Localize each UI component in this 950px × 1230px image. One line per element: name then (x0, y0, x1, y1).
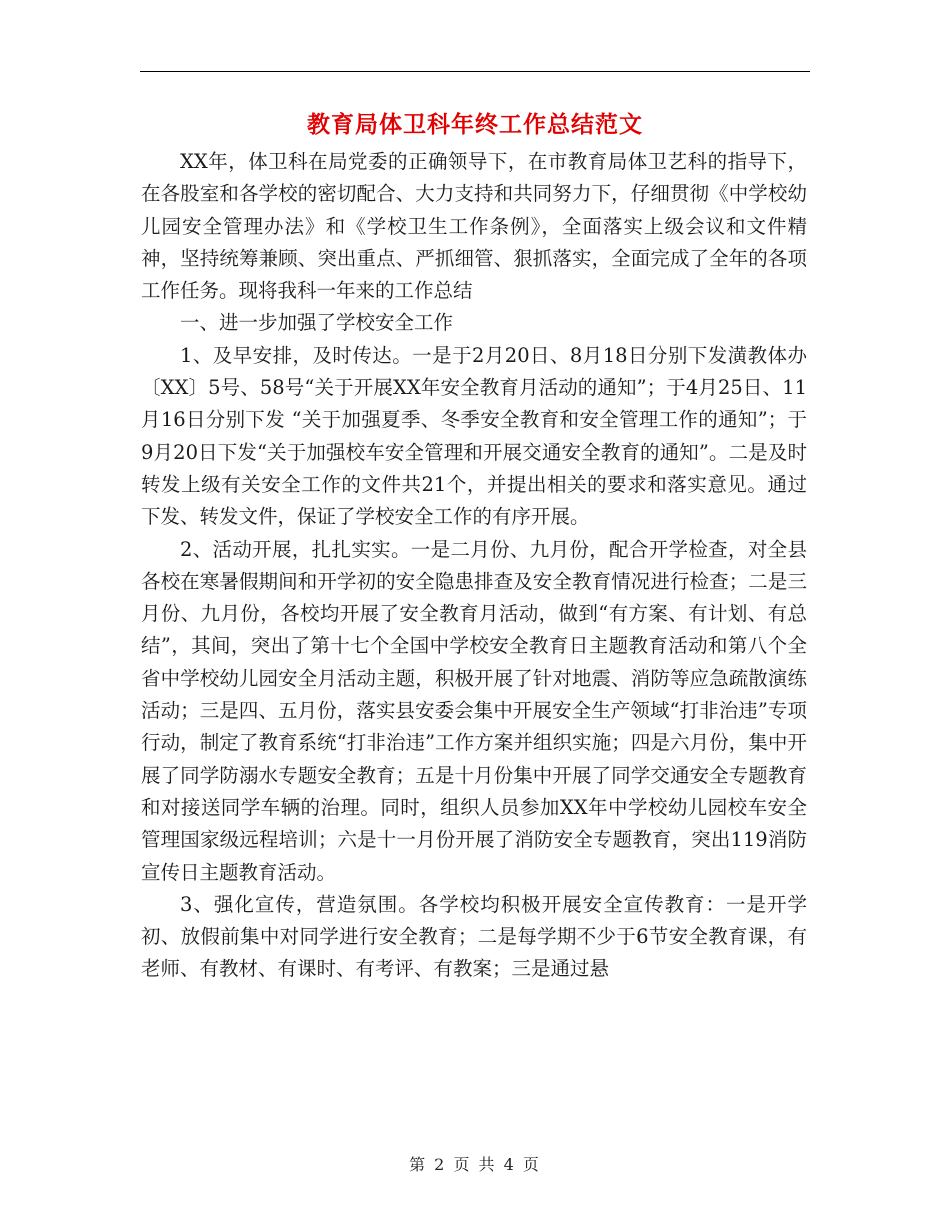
header-rule (140, 71, 810, 72)
paragraph-item-3: 3、强化宣传，营造氛围。各学校均积极开展安全宣传教育：一是开学初、放假前集中对同学进行安全教育；二是每学期不少于6节安全教育课，有老师、有教材、有课时、有考评、有教案；三是通过悬 (141, 892, 807, 981)
paragraph-item-2: 2、活动开展，扎扎实实。一是二月份、九月份，配合开学检查，对全县各校在寒暑假期间和开学初的安全隐患排查及安全教育情况进行检查；二是三月份、九月份，各校均开展了安全教育月活动，做到“有方案、有计划、有总结”，其间，突出了第十七个全国中学校安全教育日主题教育活动和第八个全省中学校幼儿园安全月活动主题，积极开展了针对地震、消防等应急疏散演练活动；三是四、五月份，落实县安委会集中开展安全生产领域“打非治违”专项行动，制定了教育系统“打非治违”工作方案并组织实施；四是六月份，集中开展了同学防溺水专题安全教育；五是十月份集中开展了同学交通安全专题教育和对接送同学车辆的治理。同时，组织人员参加XX年中学校幼儿园校车安全管理国家级远程培训；六是十一月份开展了消防安全专题教育，突出119消防宣传日主题教育活动。 (141, 537, 807, 884)
paragraph-intro: XX年，体卫科在局党委的正确领导下，在市教育局体卫艺科的指导下，在各股室和各学校的密切配合、大力支持和共同努力下，仔细贯彻《中学校幼儿园安全管理办法》和《学校卫生工作条例》，全面落实上级会议和文件精神，坚持统筹兼顾、突出重点、严抓细管、狠抓落实，全面完成了全年的各项工作任务。现将我科一年来的工作总结 (141, 150, 807, 303)
document-body (141, 146, 807, 986)
section-heading-1: 一、进一步加强了学校安全工作 (180, 311, 454, 335)
document-title: 教育局体卫科年终工作总结范文 (307, 111, 643, 138)
paragraph-item-1: 1、及早安排，及时传达。一是于2月20日、8月18日分别下发潢教体办〔XX〕5号、58号“关于开展XX年安全教育月活动的通知”；于4月25日、11月16日分别下发 “关于加强夏季、冬季安全教育和安全管理工作的通知”；于9月20日下发“关于加强校车安全管理和开展交通安全教育的通知”。二是及时转发上级有关安全工作的文件共21个，并提出相关的要求和落实意见。通过下发、转发文件，保证了学校安全工作的有序开展。 (141, 343, 807, 529)
page-footer: 第 2 页 共 4 页 (409, 1155, 541, 1174)
